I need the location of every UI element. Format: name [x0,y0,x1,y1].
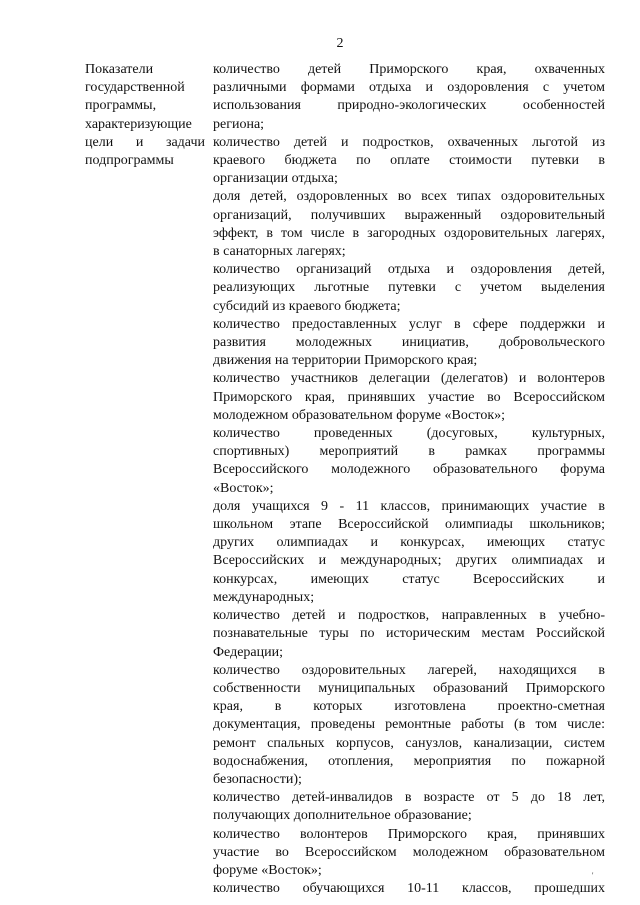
indicator-line: региона; [213,116,265,132]
indicator-line: развития молодежных инициатив, добровольческого [213,335,605,351]
indicator-line: движения на территории Приморского края; [213,353,478,369]
row-label [85,61,205,170]
indicator-line: конкурсах, имеющих статус Всероссийских и [213,571,605,587]
indicator-item [213,134,605,189]
indicator-line: различными формами отдыха и оздоровления с учетом [213,80,605,96]
indicator-line: количество детей-инвалидов в возрасте от 5 до 18 лет, [213,790,605,806]
indicator-item [213,826,605,881]
indicator-line: организаций, получивших выраженный оздоровительный [213,207,605,223]
row-label-line: подпрограммы [85,153,174,169]
indicator-line: Приморского края, принявших участие во Всероссийском [213,389,605,405]
indicator-line: количество обучающихся 10-11 классов, прошедших [213,881,605,897]
indicator-line: эффект, в том числе в загородных оздоровительных лагерях, [213,225,605,241]
indicator-line: спортивных) мероприятий в рамках программы [213,444,605,460]
indicator-line: края, в которых изготовлена проектно-сметная [213,699,605,715]
indicator-line: организации отдыха; [213,171,338,187]
row-label-line: цели и задачи [85,134,205,150]
indicator-item [213,316,605,371]
indicator-line: количество детей Приморского края, охваченных [213,62,605,77]
indicator-item [213,789,605,825]
indicator-line: в санаторных лагерях; [213,244,346,260]
indicator-item [213,425,605,498]
indicator-line: количество организаций отдыха и оздоровления детей, [213,262,605,278]
indicator-line: количество детей и подростков, охваченных льготой из [213,134,605,150]
indicator-item [213,607,605,662]
indicator-line: «Восток»; [213,480,274,496]
indicator-line: познавательные туры по историческим местам Российской [213,626,605,642]
indicator-line: доля детей, оздоровленных во всех типах оздоровительных [213,189,605,205]
indicator-line: доля учащихся 9 - 11 классов, принимающих участие в [213,498,605,514]
indicator-line: субсидий из краевого бюджета; [213,298,401,314]
indicator-line: Всероссийских и международных; других олимпиадах и [213,553,605,569]
indicator-line: Федерации; [213,644,284,660]
indicator-line: других олимпиадах и конкурсах, имеющих статус [213,535,605,551]
indicator-line: водоснабжения, отопления, мероприятия по пожарной [213,753,605,769]
indicator-line: собственности муниципальных образований Приморского [213,680,605,696]
row-label-line: Показатели [85,62,154,77]
indicator-line: количество участников делегации (делегатов) и волонтеров [213,371,605,387]
indicator-line: реализующих льготные путевки с учетом выделения [213,280,605,296]
indicator-line: школьном этапе Всероссийской олимпиады школьников; [213,517,605,533]
indicator-line: ремонт спальных корпусов, санузлов, канализации, систем [213,735,605,751]
indicator-item [213,880,605,898]
row-label-line: характеризующие [85,116,192,132]
scan-mark: ' [592,871,594,880]
indicator-item [213,188,605,261]
indicator-line: форуме «Восток»; [213,862,322,878]
row-label-line: государственной [85,80,185,96]
indicator-line: количество оздоровительных лагерей, находящихся в [213,662,605,678]
indicator-line: Всероссийского молодежного образовательного форума [213,462,605,478]
indicator-item [213,498,605,607]
indicator-line: международных; [213,589,315,605]
indicator-item [213,61,605,134]
indicator-line: количество предоставленных услуг в сфере поддержки и [213,316,605,332]
page-number: 2 [336,36,344,51]
indicator-line: молодежном образовательном форуме «Восток»; [213,407,506,423]
indicator-item [213,662,605,789]
indicator-line: использования природно-экологических особенностей [213,98,605,114]
indicator-line: количество волонтеров Приморского края, принявших [213,826,605,842]
row-label-line: программы, [85,98,157,114]
indicator-line: документация, проведены ремонтные работы (в том числе: [213,717,605,733]
indicator-line: безопасности); [213,771,302,787]
indicator-line: получающих дополнительное образование; [213,808,472,824]
indicator-item [213,261,605,316]
indicator-item [213,370,605,425]
indicator-line: краевого бюджета по оплате стоимости путевки в [213,153,605,169]
indicator-line: количество детей и подростков, направленных в учебно- [213,608,605,624]
indicators-list [213,61,605,898]
indicator-line: участие во Всероссийском молодежном образовательном [213,844,605,860]
indicator-line: количество проведенных (досуговых, культурных, [213,426,605,442]
